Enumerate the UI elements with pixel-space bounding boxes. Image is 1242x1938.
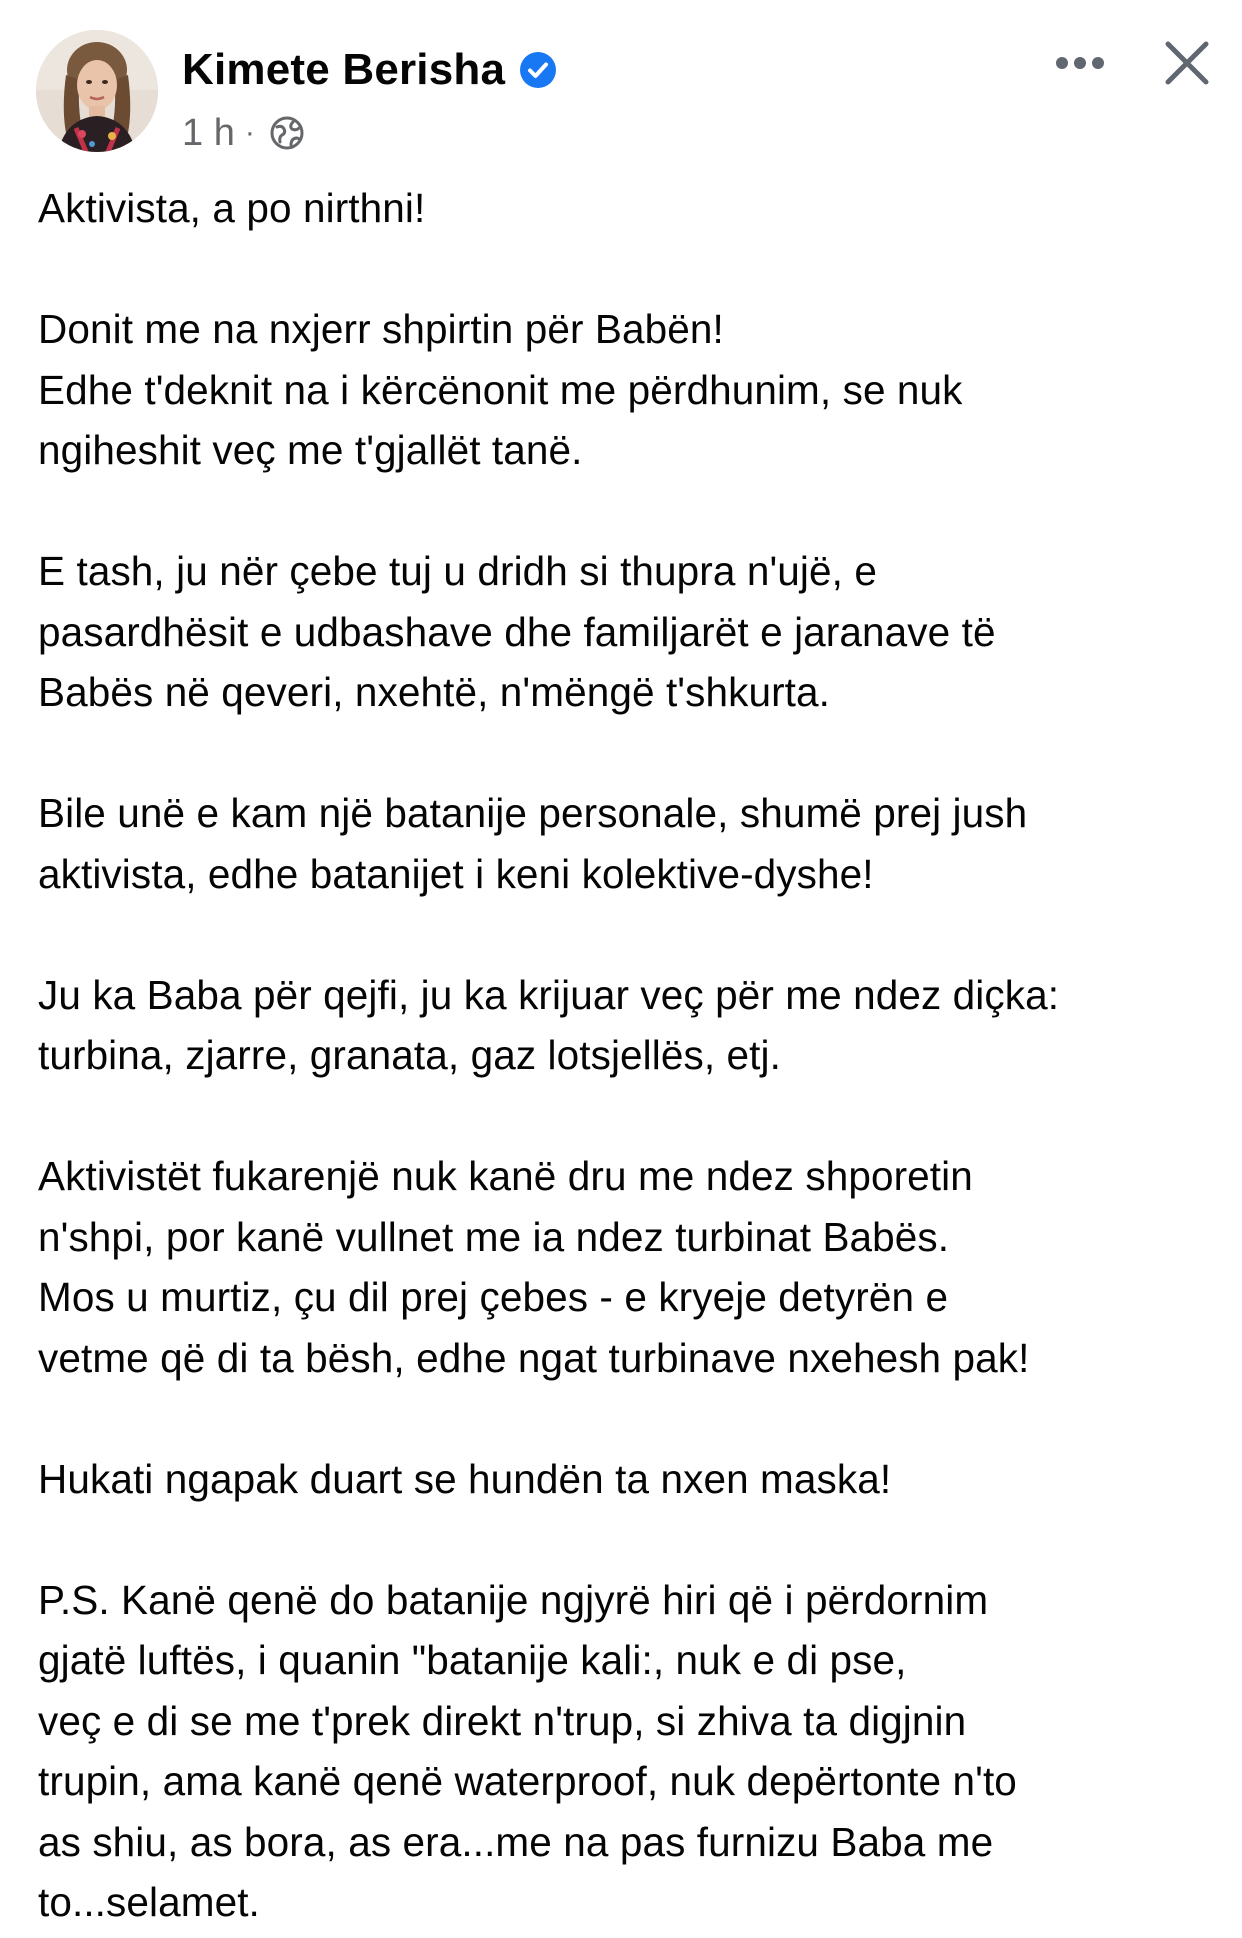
text-line: aktivista, edhe batanijet i keni kolektive-dyshe! bbox=[38, 850, 874, 897]
post-text bbox=[38, 178, 1218, 1933]
text-line: to...selamet. bbox=[38, 1879, 260, 1925]
text-line: Donit me na nxjerr shpirtin për Babën! bbox=[38, 306, 724, 352]
globe-icon[interactable] bbox=[269, 115, 305, 151]
author-name[interactable]: Kimete Berisha bbox=[182, 45, 506, 94]
text-line: Aktivistët fukarenjë nuk kanë dru me ndez shporetin bbox=[38, 1153, 973, 1199]
more-horizontal-icon bbox=[1055, 56, 1105, 70]
post-timestamp[interactable]: 1 h bbox=[182, 111, 235, 154]
post-paragraph bbox=[38, 1449, 1218, 1510]
avatar-image bbox=[36, 30, 158, 152]
author-avatar[interactable] bbox=[36, 30, 158, 152]
text-line: turbina, zjarre, granata, gaz lotsjellës, etj. bbox=[38, 1032, 781, 1078]
text-line: veç e di se me t'prek direkt n'trup, si zhiva ta digjnin bbox=[38, 1697, 967, 1744]
post-paragraph bbox=[38, 299, 1218, 481]
more-options-button[interactable] bbox=[1045, 38, 1115, 88]
text-line: P.S. Kanë qenë do batanije ngjyrë hiri që i përdornim bbox=[38, 1576, 989, 1623]
text-line: E tash, ju nër çebe tuj u dridh si thupra n'ujë, e bbox=[38, 548, 877, 594]
text-line: n'shpi, por kanë vullnet me ia ndez turbinat Babës. bbox=[38, 1213, 950, 1260]
text-line: trupin, ama kanë qenë waterproof, nuk depërtonte n'to bbox=[38, 1758, 1017, 1804]
text-line: Bile unë e kam një batanije personale, shumë prej jush bbox=[38, 790, 1028, 836]
text-line: Babës në qeveri, nxehtë, n'mëngë t'shkurta. bbox=[38, 669, 830, 715]
text-line: Aktivista, a po nirthni! bbox=[38, 185, 426, 231]
text-line: Hukati ngapak duart se hundën ta nxen maska! bbox=[38, 1455, 892, 1502]
post-header bbox=[0, 0, 1242, 170]
post-meta bbox=[182, 108, 305, 158]
close-button[interactable] bbox=[1152, 28, 1222, 98]
post-paragraph bbox=[38, 541, 1218, 723]
close-icon bbox=[1163, 39, 1211, 87]
meta-separator: · bbox=[244, 116, 255, 149]
text-line: gjatë luftës, i quanin "batanije kali:, nuk e di pse, bbox=[38, 1637, 907, 1683]
text-line: Mos u murtiz, çu dil prej çebes - e kryeje detyrën e bbox=[38, 1274, 949, 1320]
post-paragraph bbox=[38, 965, 1218, 1086]
post-paragraph bbox=[38, 1146, 1218, 1388]
post-paragraph bbox=[38, 178, 1218, 239]
post-paragraph bbox=[38, 1570, 1218, 1933]
verified-badge-icon bbox=[519, 51, 557, 89]
text-line: Ju ka Baba për qejfi, ju ka krijuar veç për me ndez diçka: bbox=[38, 971, 1060, 1018]
author-row bbox=[182, 42, 557, 98]
text-line: as shiu, as bora, as era...me na pas furnizu Baba me bbox=[38, 1818, 994, 1865]
text-line: Edhe t'deknit na i kërcënonit me përdhunim, se nuk bbox=[38, 366, 963, 413]
text-line: pasardhësit e udbashave dhe familjarët e jaranave të bbox=[38, 608, 996, 655]
text-line: ngiheshit veç me t'gjallët tanë. bbox=[38, 427, 583, 473]
post-paragraph bbox=[38, 783, 1218, 904]
text-line: vetme që di ta bësh, edhe ngat turbinave nxehesh pak! bbox=[38, 1334, 1030, 1381]
